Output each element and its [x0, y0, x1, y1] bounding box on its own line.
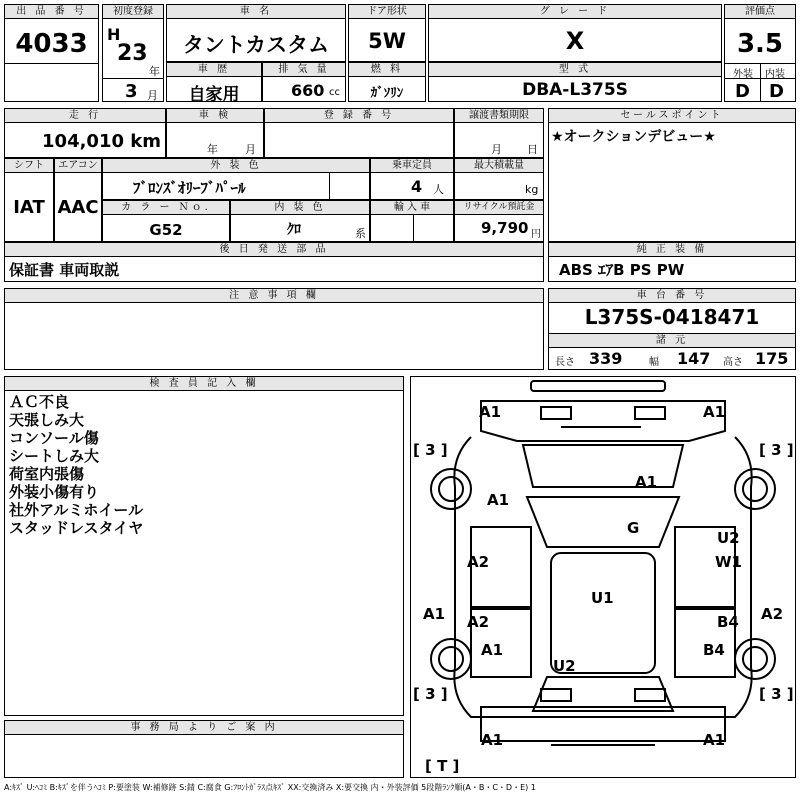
score-label: 評価点 — [725, 5, 795, 19]
history: 自家用 — [188, 85, 240, 105]
door-cell — [348, 4, 426, 62]
inspector-label: 検 査 員 記 入 欄 — [5, 377, 403, 391]
max-load-label: 最大積載量 — [455, 159, 543, 173]
ext-color-cell — [102, 158, 370, 200]
history-label: 車 歴 — [167, 63, 261, 77]
office-label: 事 務 局 よ り ご 案 内 — [5, 721, 403, 735]
transfer-cell — [454, 108, 544, 158]
transfer-day-unit: 日 — [527, 143, 538, 156]
model-code: DBA-L375S — [522, 80, 628, 100]
inspection-cell — [166, 108, 264, 158]
lot-number: 4033 — [15, 29, 88, 59]
notes-label: 注 意 事 項 欄 — [5, 289, 543, 303]
score-cell — [724, 4, 796, 102]
mileage-cell — [4, 108, 166, 158]
chassis-cell — [548, 288, 796, 370]
lot-cell — [4, 4, 99, 102]
remark-line: 荷室内張傷 — [9, 465, 85, 483]
length: 339 — [589, 349, 623, 368]
registration-label: 登 録 番 号 — [265, 109, 453, 123]
month-unit: 月 — [147, 89, 158, 102]
damage-mark: U2 — [553, 657, 576, 675]
genuine-cell — [548, 242, 796, 282]
height: 175 — [755, 349, 789, 368]
car-name: タントカスタム — [182, 33, 330, 57]
damage-mark: A1 — [703, 731, 726, 749]
shift: IAT — [13, 197, 45, 218]
capacity: 4 — [411, 177, 423, 196]
grade-label: グ レ ー ド — [429, 5, 721, 19]
grade-cell — [428, 4, 722, 62]
damage-mark: A2 — [467, 553, 490, 571]
era: H — [107, 25, 121, 44]
inspector-cell — [4, 376, 404, 716]
genuine-label: 純 正 装 備 — [549, 243, 795, 257]
model-label: 型 式 — [429, 63, 721, 77]
recycle-unit: 円 — [531, 229, 541, 240]
recycle-fee: 9,790 — [481, 219, 529, 237]
damage-mark: A1 — [423, 605, 446, 623]
length-label: 長さ — [555, 357, 575, 368]
fuel-cell — [348, 62, 426, 102]
aircon-cell — [54, 158, 102, 242]
shift-cell — [4, 158, 54, 242]
legend: A:ｷｽﾞ U:ﾍｺﾐ B:ｷｽﾞを伴うﾍｺﾐ P:要塗装 W:補修跡 S:錆 C:腐食 G:ﾌﾛﾝﾄｶﾞﾗｽ点ｷｽﾞ XX:交換済み X:要交換 内・外装評価 5段階ﾗﾝｸ順(A・B・C・D・E) 1 — [4, 783, 536, 792]
notes-cell — [4, 288, 544, 370]
inspection-year-unit: 年 — [207, 143, 218, 156]
later-items-label: 後 日 発 送 部 品 — [5, 243, 543, 257]
genuine-equipment: ABS ｴｱB PS PW — [559, 261, 685, 279]
import-label: 輸 入 車 — [371, 201, 453, 215]
sales-point-label: セールスポイント — [549, 109, 795, 123]
color-no: G52 — [149, 221, 183, 239]
max-load-cell — [454, 158, 544, 200]
displacement-label: 排 気 量 — [263, 63, 345, 77]
transfer-label: 譲渡書類期限 — [455, 109, 543, 123]
ext-color: ﾌﾞﾛﾝｽﾞｵﾘｰﾌﾞﾊﾟｰﾙ — [133, 179, 246, 197]
damage-mark: A2 — [761, 605, 784, 623]
int-score-label: 内装 — [765, 69, 785, 80]
shift-label: シフト — [5, 159, 53, 173]
int-color: ｸﾛ — [287, 222, 301, 238]
sales-point-cell — [548, 108, 796, 242]
year-unit: 年 — [149, 65, 160, 78]
width-label: 幅 — [649, 357, 659, 368]
damage-mark: U1 — [591, 589, 614, 607]
damage-mark: A1 — [635, 473, 658, 491]
damage-mark: B4 — [703, 641, 725, 659]
first-reg-cell — [102, 4, 164, 102]
damage-mark: G — [627, 519, 640, 537]
remark-line: 外装小傷有り — [9, 483, 100, 501]
later-items: 保証書 車両取説 — [9, 261, 120, 279]
registration-cell — [264, 108, 454, 158]
ext-color-label: 外 装 色 — [103, 159, 369, 173]
remark-line: 天張しみ大 — [9, 411, 85, 429]
displacement: 660 — [291, 81, 325, 100]
reg-year: 23 — [117, 41, 148, 66]
int-color-cell — [230, 200, 370, 242]
later-items-cell — [4, 242, 544, 282]
displacement-cell — [262, 62, 346, 102]
color-no-cell — [102, 200, 230, 242]
car-name-label: 車 名 — [167, 5, 345, 19]
history-cell — [166, 62, 262, 105]
int-score: D — [769, 81, 784, 102]
damage-mark: W1 — [715, 553, 742, 571]
capacity-unit: 人 — [433, 183, 444, 196]
damage-mark: A1 — [487, 491, 510, 509]
width: 147 — [677, 349, 711, 368]
car-diagram — [410, 376, 796, 778]
aircon-label: エアコン — [55, 159, 101, 173]
car-name-cell — [166, 4, 346, 62]
import-cell — [370, 200, 454, 242]
lot-label: 出 品 番 号 — [5, 5, 98, 19]
grade: X — [565, 27, 585, 55]
tire-mark: [ 3 ] — [413, 441, 448, 459]
office-cell — [4, 720, 404, 778]
reg-month: 3 — [125, 81, 138, 102]
aircon: AAC — [57, 197, 99, 218]
capacity-cell — [370, 158, 454, 200]
tire-mark: [ T ] — [425, 757, 460, 775]
inspection-month-unit: 月 — [245, 143, 256, 156]
door-label: ドア形状 — [349, 5, 425, 19]
remark-line: 社外アルミホイール — [9, 501, 144, 519]
remark-line: コンソール傷 — [9, 429, 99, 447]
recycle-label: リサイクル預託金 — [455, 201, 543, 215]
tire-mark: [ 3 ] — [759, 441, 794, 459]
recycle-cell — [454, 200, 544, 242]
damage-mark: U2 — [717, 529, 740, 547]
damage-mark: B4 — [717, 613, 739, 631]
height-label: 高さ — [723, 357, 743, 368]
chassis-label: 車 台 番 号 — [549, 289, 795, 303]
damage-mark: A2 — [467, 613, 490, 631]
damage-mark: A1 — [479, 403, 502, 421]
tire-mark: [ 3 ] — [413, 685, 448, 703]
sales-point: ★オークションデビュー★ — [551, 129, 716, 145]
cc-unit: cc — [329, 87, 340, 98]
damage-mark: A1 — [703, 403, 726, 421]
remark-line: ＡＣ不良 — [9, 393, 70, 411]
chassis-number: L375S-0418471 — [584, 305, 760, 329]
color-no-label: カ ラ ー Ｎｏ. — [103, 201, 229, 215]
model-cell — [428, 62, 722, 102]
remark-line: シートしみ大 — [9, 447, 100, 465]
car-outline — [411, 377, 795, 777]
mileage-label: 走 行 — [5, 109, 165, 123]
fuel: ｶﾞｿﾘﾝ — [370, 86, 404, 101]
damage-mark: A1 — [481, 641, 504, 659]
transfer-month-unit: 月 — [491, 143, 502, 156]
int-color-label: 内 装 色 — [231, 201, 369, 215]
damage-mark: A1 — [481, 731, 504, 749]
door-type: 5W — [368, 29, 406, 53]
fuel-label: 燃 料 — [349, 63, 425, 77]
specs-label: 諸 元 — [549, 333, 795, 348]
first-reg-label: 初度登録 — [103, 5, 163, 19]
ext-score-label: 外装 — [733, 69, 753, 80]
inspection-label: 車 検 — [167, 109, 263, 123]
max-load-unit: kg — [525, 183, 539, 196]
tire-mark: [ 3 ] — [759, 685, 794, 703]
remark-line: スタッドレスタイヤ — [9, 519, 144, 537]
score: 3.5 — [736, 29, 784, 59]
mileage: 104,010 km — [42, 131, 161, 152]
capacity-label: 乗車定員 — [371, 159, 453, 173]
int-color-suffix: 系 — [355, 227, 366, 240]
ext-score: D — [735, 81, 750, 102]
